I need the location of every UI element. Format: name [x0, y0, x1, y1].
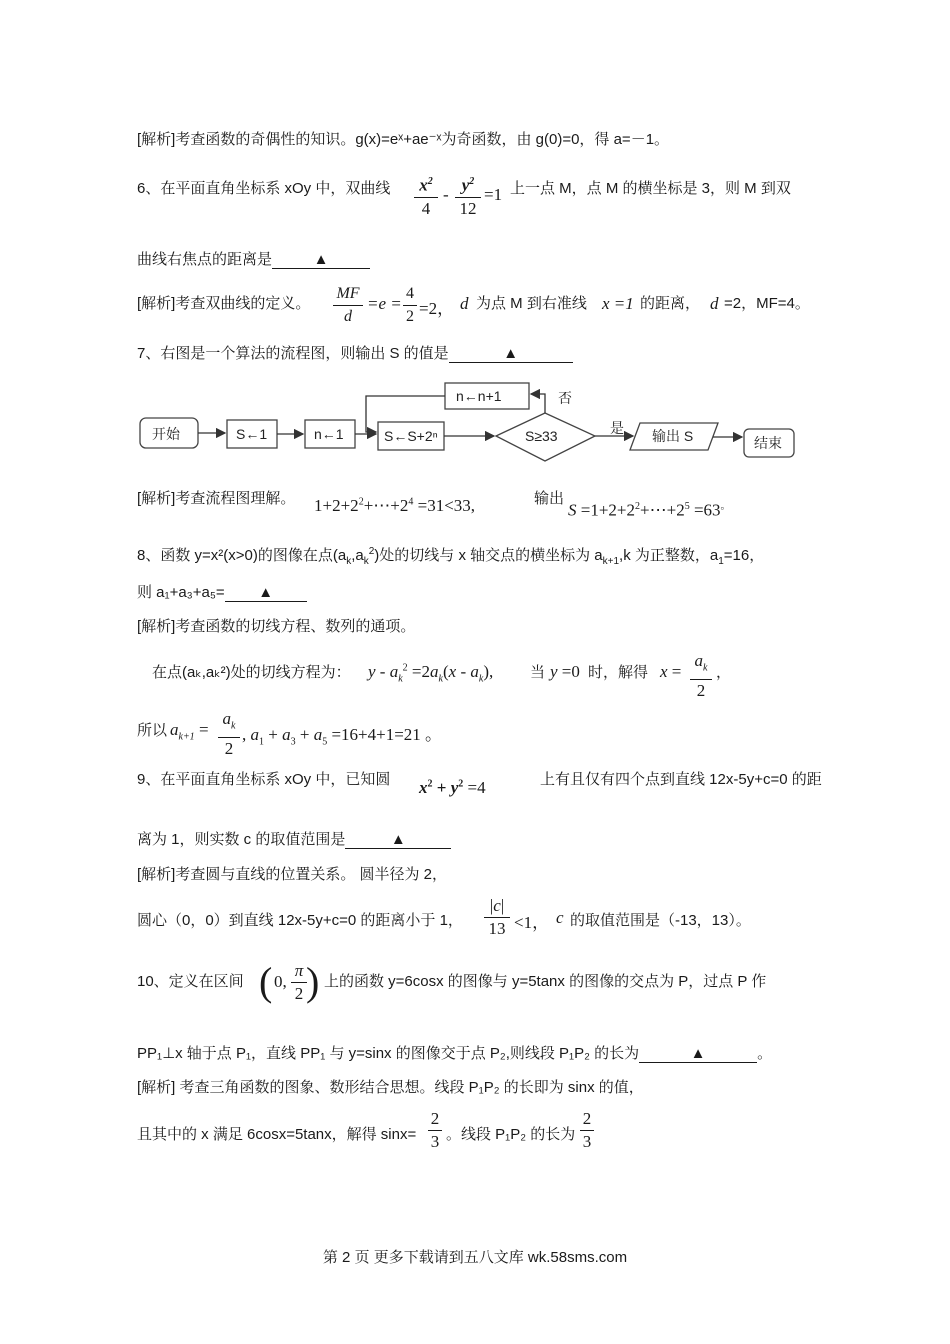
q9-dist-suffix: 的取值范围是（-13，13）。: [570, 912, 751, 929]
q5-analysis: [解析]考查函数的奇偶性的知识。g(x)=eˣ+ae⁻ˣ为奇函数，由 g(0)=0，得 a=－1。: [137, 131, 670, 148]
q6-suffix: 上一点 M，点 M 的横坐标是 3，则 M 到双: [510, 180, 791, 197]
q7-sum1: $1+2+2^2+\cdots+2^4 =31<33$,: [314, 496, 476, 515]
q8-sum: , $a_1 + a_3 + a_5 =16+4+1=21$ 。: [242, 725, 443, 748]
q8-analysis: [解析]考查函数的切线方程、数列的通项。: [137, 618, 416, 635]
q9-lt1: <1，: [514, 913, 550, 932]
q10-suffix: 上的函数 y=6cosx 的图像与 y=5tanx 的图像的交点为 P，过点 P 作: [324, 973, 767, 990]
q9-text: 9、在平面直角坐标系 xOy 中，已知圆: [137, 771, 391, 788]
flow-no-label: 否: [558, 390, 572, 406]
q8-answer-blank[interactable]: ▲: [225, 584, 307, 602]
q7-analysis: [解析]考查流程图理解。: [137, 490, 296, 507]
q10-analysis: [解析] 考查三角函数的图象、数形结合思想。线段 P₁P₂ 的长即为 sinx 的值，: [137, 1079, 644, 1096]
q10-frac-pi: $\frac{\pi}{2}$: [291, 960, 307, 1005]
q6-analysis-end: =2，MF=4。: [724, 295, 810, 312]
q10-zero: 0,: [274, 972, 287, 991]
q6-eq2: =2，: [419, 299, 455, 318]
q6-answer-blank[interactable]: ▲: [272, 251, 370, 269]
q6-analysis: [解析]考查双曲线的定义。: [137, 295, 311, 312]
q6-minus: -: [443, 185, 449, 204]
q6-frac-42: $\frac{4}{2}$: [403, 283, 417, 328]
q8-y0: y =0: [550, 662, 580, 681]
q8-tangent-eq: $y - a_k^2 =2a_k(x - a_k)$,: [368, 662, 494, 685]
flow-n-init-label: n←1: [314, 426, 344, 442]
q9-frac-c: $\frac{|c|}{13}$: [484, 895, 510, 940]
q6-analysis-mid2: 的距离，: [640, 295, 701, 312]
q9-c: c: [556, 908, 564, 927]
q6-d2: d: [710, 294, 719, 313]
q8-comma: ，: [716, 664, 732, 681]
q6-eq-e: =e =: [367, 294, 402, 313]
q10-frac-23a: $\frac{2}{3}$: [428, 1108, 442, 1153]
flow-end-label: 结束: [754, 435, 782, 451]
q9-answer-blank[interactable]: ▲: [345, 831, 451, 849]
flow-start-label: 开始: [152, 426, 180, 442]
q7-answer-blank[interactable]: ▲: [449, 345, 573, 363]
q6-eq1: =1: [484, 185, 503, 204]
flow-output-label: 输出 S: [652, 428, 694, 444]
q8-tangent-mid: 当: [530, 664, 546, 681]
q10-answer-blank[interactable]: ▲: [639, 1045, 757, 1063]
q10-text: 10、定义在区间: [137, 973, 244, 990]
page-footer: 第 2 页 更多下载请到五八文库 wk.58sms.com: [322, 1249, 628, 1266]
flow-yes-label: 是: [610, 420, 624, 436]
q6-text: 6、在平面直角坐标系 xOy 中，双曲线: [137, 180, 391, 197]
q9-dist: 圆心（0，0）到直线 12x-5y+c=0 的距离小于 1，: [137, 912, 463, 929]
q6-frac-y: $\frac{y^2}{12}$: [455, 171, 481, 220]
flowchart: [130, 375, 810, 475]
q8-tangent-prefix: 在点(aₖ,aₖ²)处的切线方程为：: [152, 664, 351, 681]
q7-analysis-mid: 输出: [534, 490, 565, 507]
q8-line2: 则 a₁+a₃+a₅= ▲: [137, 581, 307, 602]
q10-solve-mid: 。线段 P₁P₂ 的长为: [446, 1126, 576, 1143]
q10-paren-left: (: [259, 959, 273, 1004]
q8-so: 所以: [137, 722, 168, 739]
q8-tangent-end: 时，解得: [588, 664, 649, 681]
q9-suffix: 上有且仅有四个点到直线 12x-5y+c=0 的距: [540, 771, 822, 788]
q6-line2: 曲线右焦点的距离是 ▲: [137, 248, 370, 269]
q8-ak1: $a_{k+1}$ =: [170, 720, 209, 743]
q10-solve: 且其中的 x 满足 6cosx=5tanx，解得 sinx=: [137, 1126, 417, 1143]
flow-s-update-label: S←S+2ⁿ: [384, 428, 438, 444]
q6-frac-x: $\frac{x^2}{4}$: [414, 171, 438, 220]
q9-analysis: [解析]考查圆与直线的位置关系。 圆半径为 2，: [137, 866, 448, 883]
q10-line2: PP₁⊥x 轴于点 P₁，直线 PP₁ 与 y=sinx 的图像交于点 P₂,则线段 P₁P₂ 的长为 ▲ 。: [137, 1045, 773, 1062]
q6-frac-mf: $\frac{MF}{d}$: [333, 283, 363, 328]
q9-line2: 离为 1，则实数 c 的取值范围是 ▲: [137, 828, 451, 849]
q8-frac-ak: $\frac{a_k}{2}$: [690, 650, 712, 702]
q10-paren-right: ): [306, 959, 320, 1004]
q9-circle-eq: $x^2 + y^2 =4$: [419, 778, 486, 797]
flow-cond-label: S≥33: [525, 428, 558, 444]
flow-s-init-label: S←1: [236, 426, 268, 442]
q8-text: 8、函数 y=x²(x>0)的图像在点$(a_k,a_k^2)$处的切线与 x 轴交点的横坐标为 $a_{k+1},k$ 为正整数，$a_1=16$，: [137, 546, 765, 567]
q6-x1: x =1: [602, 294, 634, 313]
q7-sum2: $S =1+2+2^2+\cdots+2^5 =63^。$: [568, 500, 731, 520]
q7-text: 7、右图是一个算法的流程图，则输出 S 的值是 ▲: [137, 342, 573, 363]
q6-d: d: [460, 294, 469, 313]
q8-x-eq: x =: [660, 662, 682, 681]
flow-n-update-label: n←n+1: [456, 388, 502, 404]
q6-analysis-mid: 为点 M 到右准线: [476, 295, 587, 312]
q8-frac-ak2: $\frac{a_k}{2}$: [218, 708, 240, 760]
q10-frac-23b: $\frac{2}{3}$: [580, 1108, 594, 1153]
